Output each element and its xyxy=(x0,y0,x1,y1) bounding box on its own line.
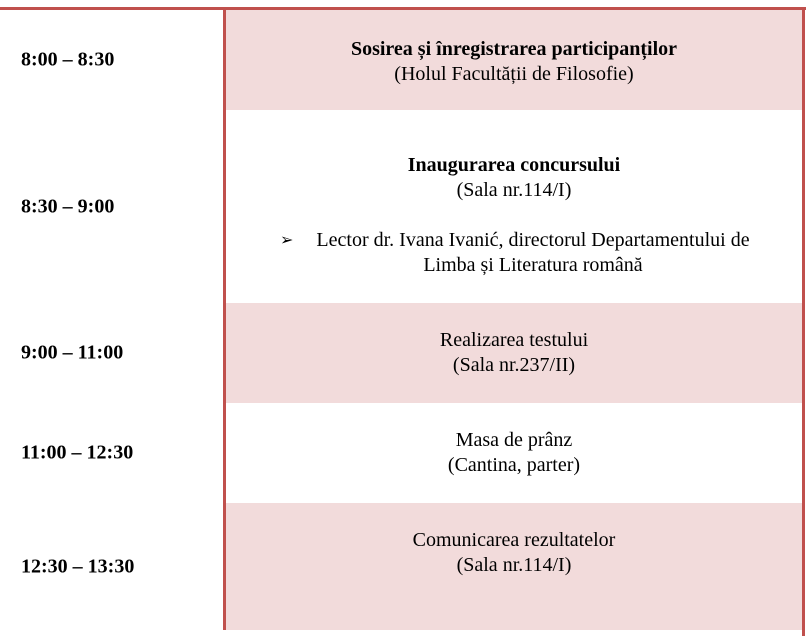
column-divider xyxy=(223,10,226,630)
time-slot: 8:00 – 8:30 xyxy=(21,48,115,71)
arrowhead-bullet-icon: ➢ xyxy=(280,232,294,249)
event-cell xyxy=(226,403,802,503)
schedule-row-opening xyxy=(0,110,802,303)
event-cell xyxy=(226,10,802,110)
time-slot: 8:30 – 9:00 xyxy=(21,195,115,217)
speaker-bullet xyxy=(278,228,788,278)
event-location: (Cantina, parter) xyxy=(447,454,581,476)
event-cell xyxy=(226,303,802,403)
event-location: (Holul Facultății de Filosofie) xyxy=(394,63,634,85)
schedule-row-test xyxy=(0,303,802,403)
schedule-row-results xyxy=(0,503,802,630)
event-title: Masa de prânz xyxy=(455,429,573,451)
event-title: Realizarea testului xyxy=(439,329,589,351)
speaker-line-2: Limba și Literatura română xyxy=(423,254,643,276)
event-location: (Sala nr.114/I) xyxy=(456,179,572,201)
event-location: (Sala nr.114/I) xyxy=(456,554,572,576)
speaker-line-1: Lector dr. Ivana Ivanić, directorul Departamentului de xyxy=(316,229,750,251)
time-slot: 9:00 – 11:00 xyxy=(21,341,124,364)
time-slot: 11:00 – 12:30 xyxy=(21,441,134,464)
event-location: (Sala nr.237/II) xyxy=(452,354,576,376)
event-cell xyxy=(226,503,802,630)
schedule-row-arrival xyxy=(0,10,802,110)
time-slot: 12:30 – 13:30 xyxy=(21,555,135,577)
event-title: Inaugurarea concursului xyxy=(407,154,621,176)
event-title: Sosirea și înregistrarea participanților xyxy=(350,38,678,60)
table-right-border xyxy=(802,10,805,636)
schedule-row-lunch xyxy=(0,403,802,503)
event-title: Comunicarea rezultatelor xyxy=(412,529,616,551)
event-cell xyxy=(226,110,802,303)
